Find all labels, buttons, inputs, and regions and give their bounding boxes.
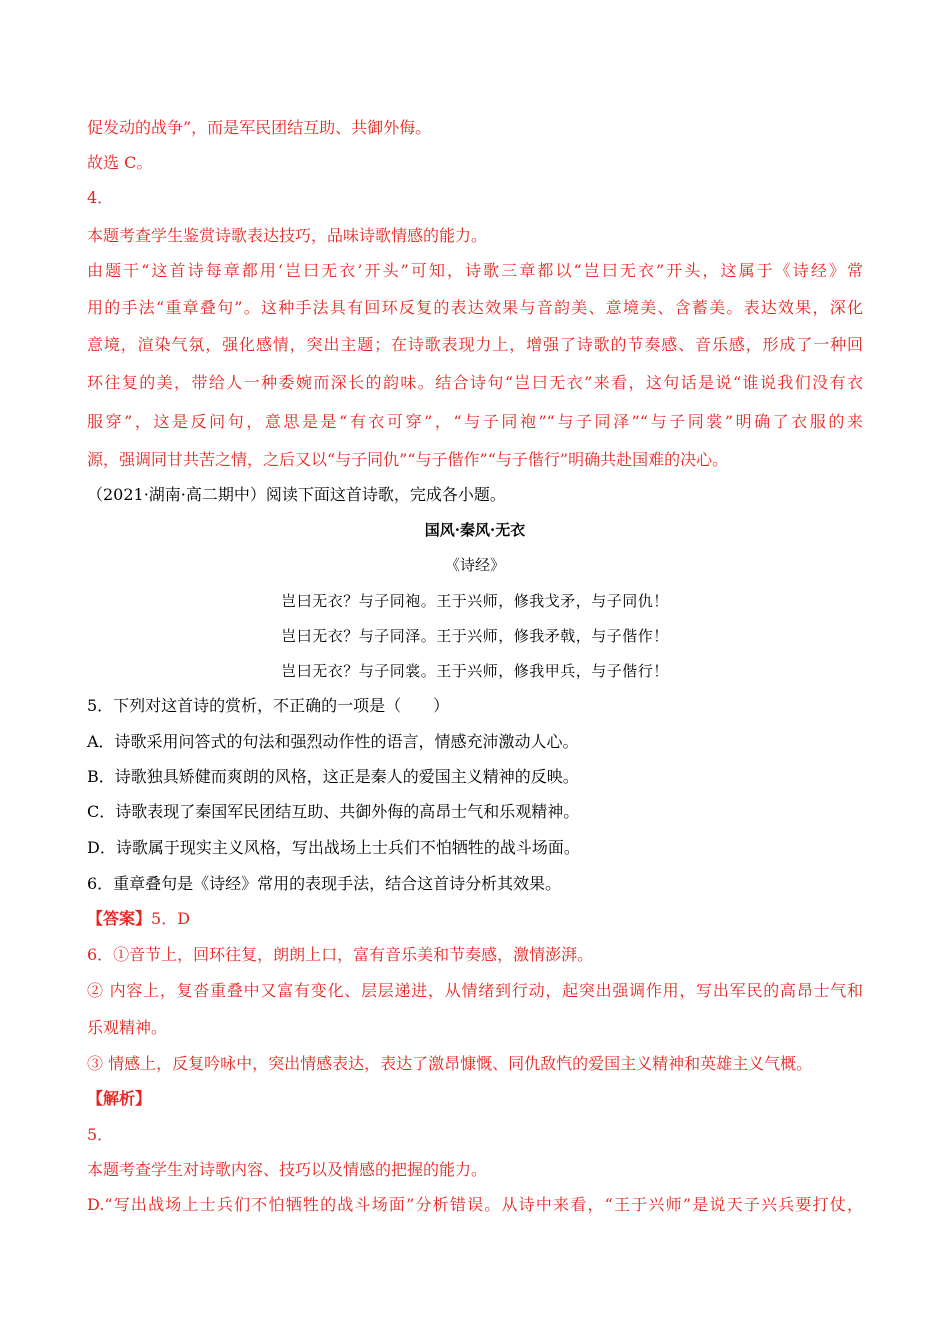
answer-q5: 5．D xyxy=(151,909,191,928)
poem-verse: 岂曰无衣？与子同裳。王于兴师，修我甲兵，与子偕行！ xyxy=(281,662,669,680)
poem-title: 国风·秦风·无衣 xyxy=(424,521,526,539)
option-c: C．诗歌表现了秦国军民团结互助、共御外侮的高昂士气和乐观精神。 xyxy=(87,802,580,821)
text-line: 服穿”，这是反问句，意思是是“有衣可穿”，“与子同袍”“与子同泽”“与子同裳”明确了衣服的来 xyxy=(87,412,863,431)
answer-label: 【答案】 xyxy=(87,909,152,928)
text-line: 故选 C。 xyxy=(87,153,153,172)
answer-line xyxy=(87,908,863,930)
poem-verse: 岂曰无衣？与子同袍。王于兴师，修我戈矛，与子同仇！ xyxy=(281,592,669,610)
question-6: 6．重章叠句是《诗经》常用的表现手法，结合这首诗分析其效果。 xyxy=(87,874,562,893)
text-line: 促发动的战争”，而是军民团结互助、共御外侮。 xyxy=(87,118,432,137)
text-line: 用的手法“重章叠句”。这种手法具有回环反复的表达效果与音韵美、意境美、含蓄美。表达效果，深化 xyxy=(87,298,863,317)
poem-source: 《诗经》 xyxy=(444,556,505,574)
analysis-label: 【解析】 xyxy=(87,1089,152,1108)
answer-6-1: 6．①音节上，回环往复，朗朗上口，富有音乐美和节奏感，激情澎湃。 xyxy=(87,945,594,964)
answer-6-3: ③ 情感上，反复吟咏中，突出情感表达，表达了激昂慷慨、同仇敌忾的爱国主义精神和英雄主义气概。 xyxy=(87,1054,813,1073)
answer-6-2-cont: 乐观精神。 xyxy=(87,1018,168,1037)
option-d: D．诗歌属于现实主义风格，写出战场上士兵们不怕牺牲的战斗场面。 xyxy=(87,838,580,857)
question-source: （2021·湖南·高二期中）阅读下面这首诗歌，完成各小题。 xyxy=(87,485,506,504)
analysis-line: 本题考查学生对诗歌内容、技巧以及情感的把握的能力。 xyxy=(87,1160,488,1179)
answer-6-2: ② 内容上，复沓重叠中又富有变化、层层递进，从情绪到行动，起突出强调作用，写出军民的高昂士气和 xyxy=(87,981,863,1000)
text-line: 4． xyxy=(87,188,114,207)
option-b: B．诗歌独具矫健而爽朗的风格，这正是秦人的爱国主义精神的反映。 xyxy=(87,767,579,786)
text-line: 源，强调同甘共苦之情，之后又以“与子同仇”“与子偕作”“与子偕行”明确共赴国难的决心。 xyxy=(87,450,729,469)
text-line: 本题考查学生鉴赏诗歌表达技巧，品味诗歌情感的能力。 xyxy=(87,226,488,245)
text-line: 环往复的美，带给人一种委婉而深长的韵味。结合诗句“岂曰无衣”来看，这句话是说“谁说我们没有衣 xyxy=(87,373,863,392)
poem-verse: 岂曰无衣？与子同泽。王于兴师，修我矛戟，与子偕作！ xyxy=(281,627,669,645)
analysis-line: D.“写出战场上士兵们不怕牺牲的战斗场面”分析错误。从诗中来看，“王于兴师”是说天子兴兵要打仗， xyxy=(87,1195,863,1214)
question-5: 5．下列对这首诗的赏析，不正确的一项是（ ） xyxy=(87,696,450,715)
text-line: 意境，渲染气氛，强化感情，突出主题；在诗歌表现力上，增强了诗歌的节奏感、音乐感，形成了一种回 xyxy=(87,335,863,354)
analysis-number: 5． xyxy=(87,1125,114,1144)
text-line: 由题干“这首诗每章都用‘岂曰无衣’开头”可知，诗歌三章都以“岂曰无衣”开头，这属于《诗经》常 xyxy=(87,261,863,280)
option-a: A．诗歌采用问答式的句法和强烈动作性的语言，情感充沛激动人心。 xyxy=(87,732,579,751)
